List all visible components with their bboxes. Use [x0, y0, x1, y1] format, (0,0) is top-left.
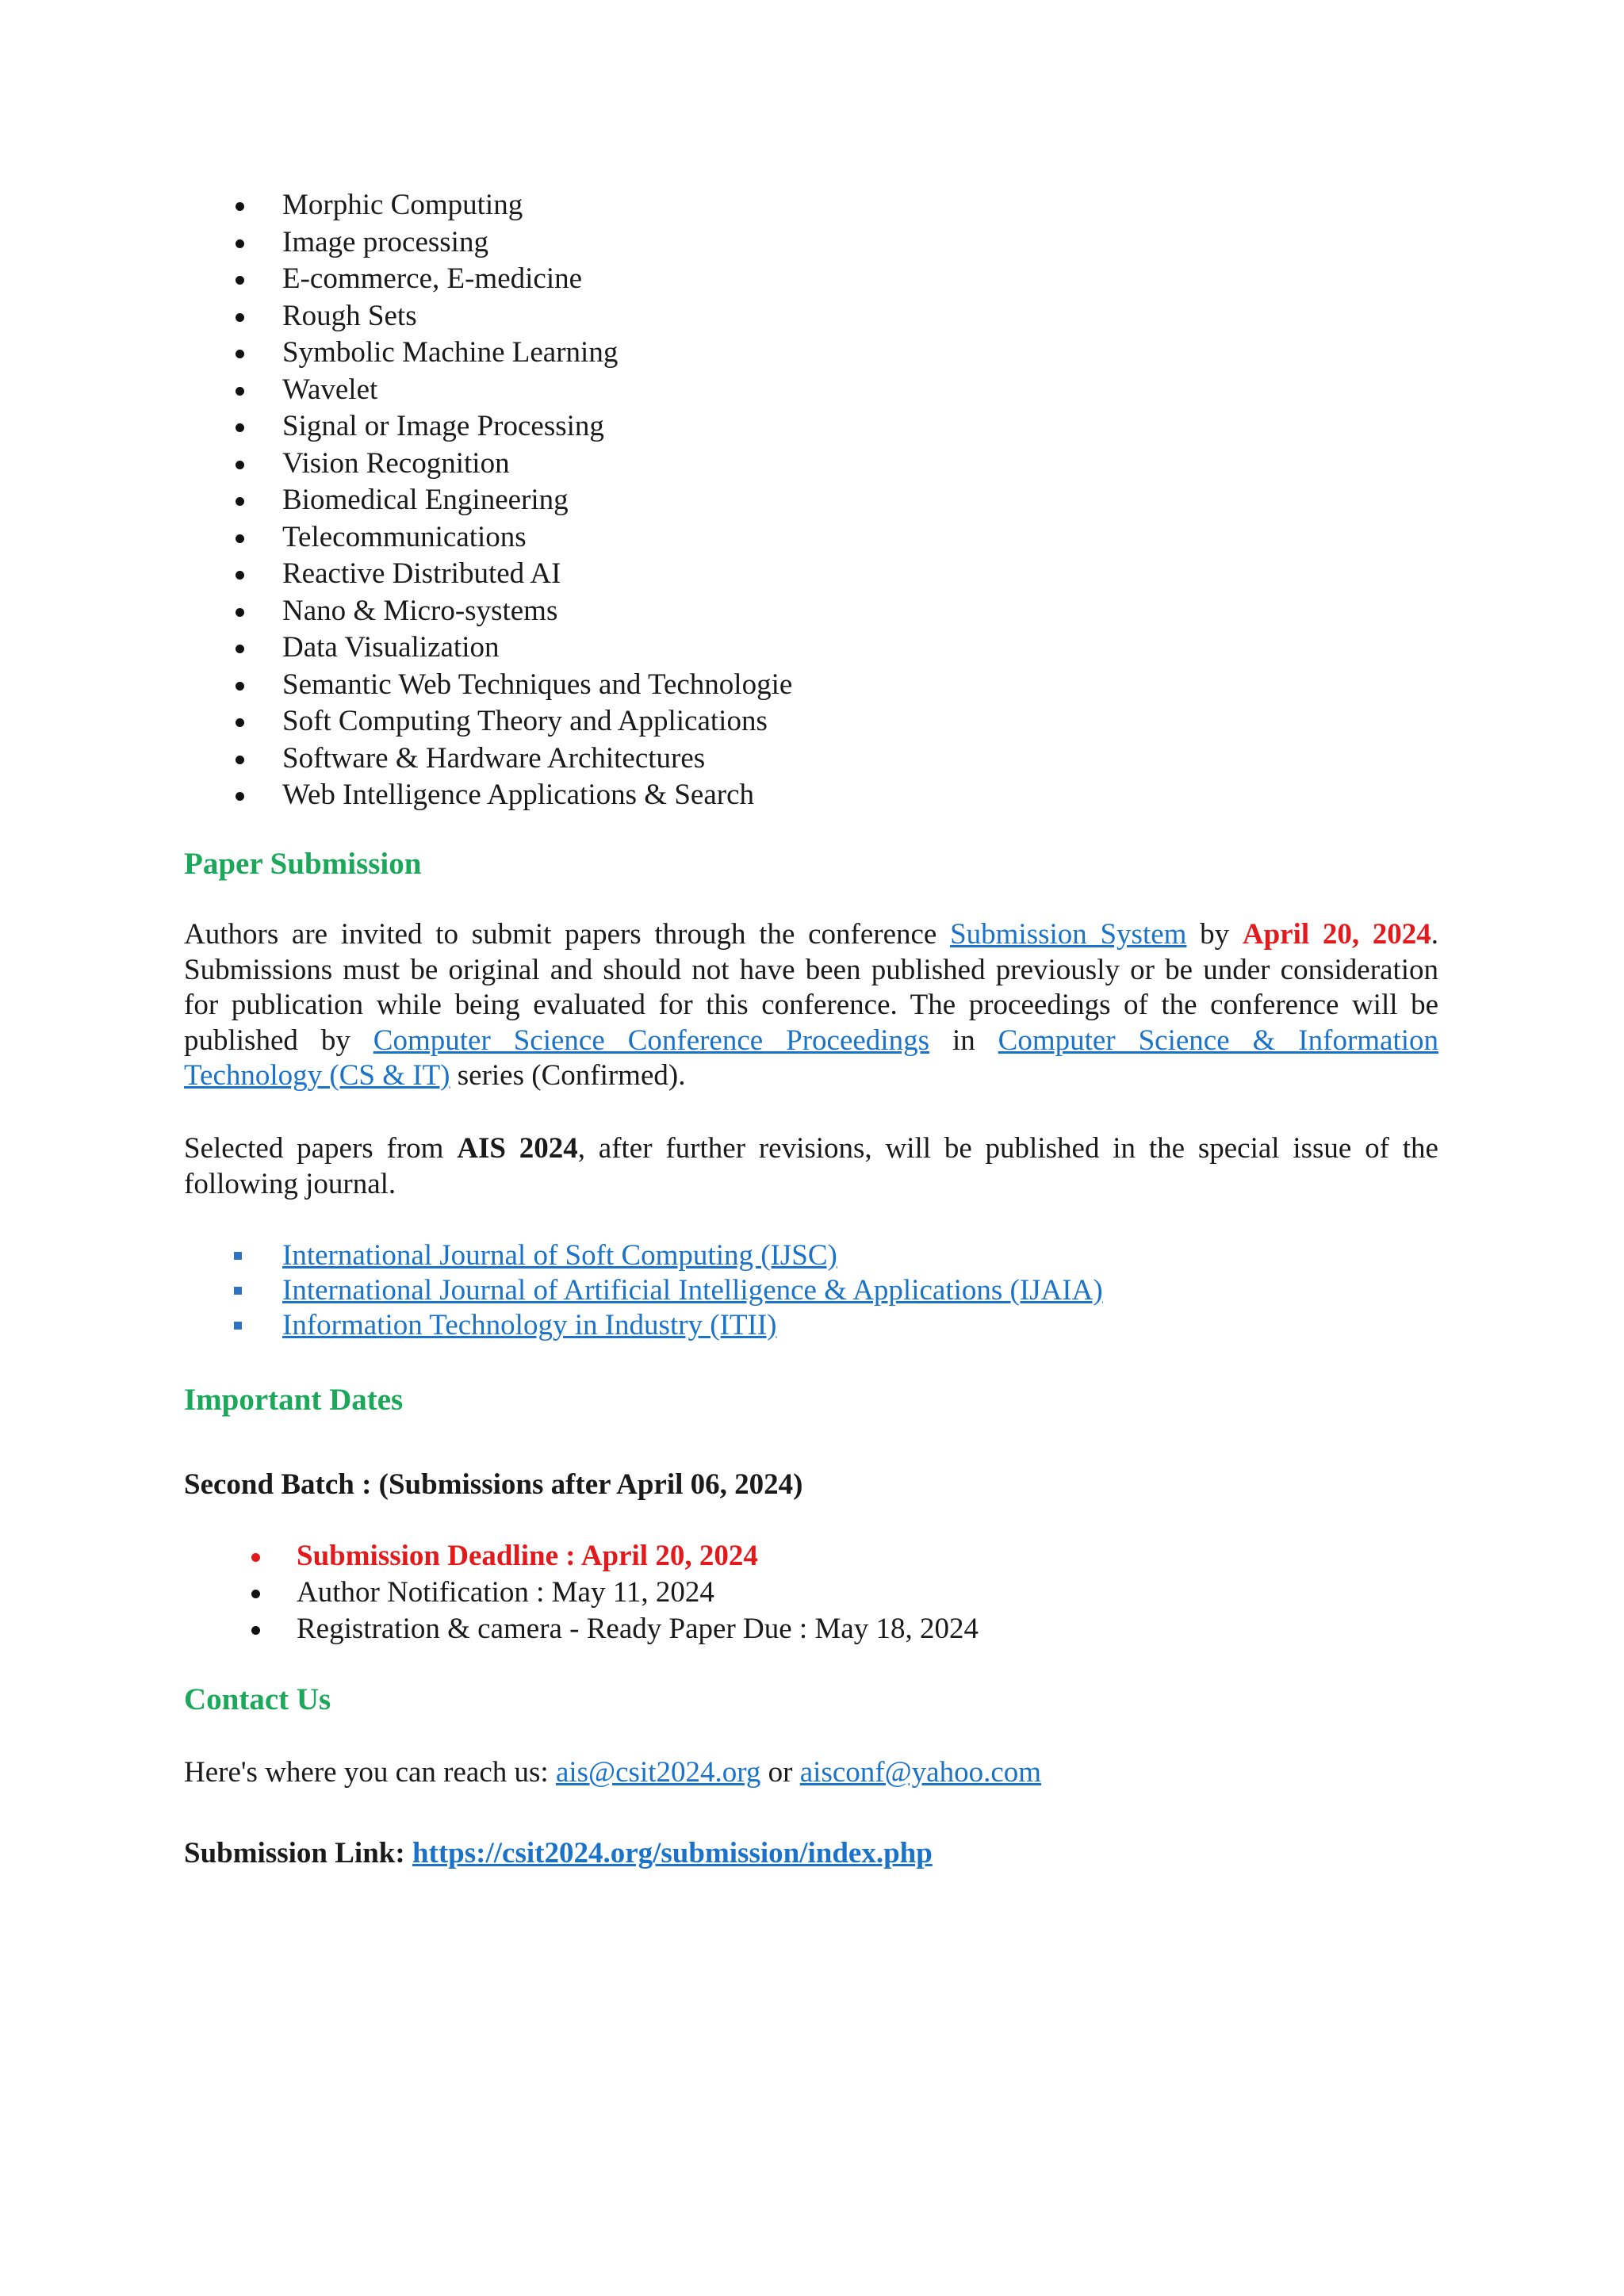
- paper-submission-heading: Paper Submission: [184, 847, 422, 881]
- topic-item: Telecommunications: [184, 519, 792, 557]
- topics-list: [184, 187, 792, 814]
- topic-item: Signal or Image Processing: [184, 408, 792, 446]
- selected-line-1: [184, 1131, 1438, 1167]
- topic-item: E-commerce, E-medicine: [184, 261, 792, 298]
- submission-line-5: [184, 1058, 1438, 1094]
- topic-item: Web Intelligence Applications & Search: [184, 777, 792, 814]
- journal-item: [184, 1273, 1103, 1308]
- topic-item: Vision Recognition: [184, 446, 792, 483]
- topic-item: Morphic Computing: [184, 187, 792, 224]
- selected-papers-paragraph: [184, 1131, 1438, 1202]
- topic-item: Soft Computing Theory and Applications: [184, 703, 792, 740]
- topic-item: Software & Hardware Architectures: [184, 740, 792, 778]
- email-link-yahoo[interactable]: aisconf@yahoo.com: [799, 1756, 1042, 1789]
- submission-link-label: Submission Link:: [184, 1837, 405, 1869]
- submission-url-link[interactable]: https://csit2024.org/submission/index.php: [412, 1837, 933, 1869]
- email-link-csit[interactable]: ais@csit2024.org: [555, 1756, 761, 1789]
- selected-rest-text: , after further revisions, will be published in the special issue of the: [577, 1132, 1438, 1165]
- submission-paragraph: [184, 917, 1438, 1094]
- important-dates-heading: Important Dates: [184, 1383, 404, 1417]
- journal-item: [184, 1308, 1103, 1343]
- series-tail-text: series (Confirmed).: [457, 1059, 686, 1092]
- journal-link-itii[interactable]: Information Technology in Industry (ITII): [282, 1309, 777, 1341]
- submission-system-link[interactable]: Submission System: [950, 918, 1187, 951]
- topic-item: Wavelet: [184, 372, 792, 409]
- conference-name: AIS 2024: [457, 1132, 578, 1165]
- contact-line: [184, 1755, 1041, 1789]
- selected-line-2: following journal.: [184, 1167, 396, 1200]
- date-item-registration: Registration & camera - Ready Paper Due : May 18, 2024: [184, 1611, 979, 1647]
- topic-item: Symbolic Machine Learning: [184, 335, 792, 372]
- journal-link-ijsc[interactable]: International Journal of Soft Computing (IJSC): [282, 1239, 837, 1272]
- submission-line-2: Submissions must be original and should not have been published previously or be under consideration: [184, 953, 1438, 986]
- date-item-author-notification: Author Notification : May 11, 2024: [184, 1575, 979, 1611]
- topic-item: Rough Sets: [184, 298, 792, 335]
- date-item-submission-deadline: Submission Deadline : April 20, 2024: [184, 1538, 979, 1575]
- series-link-part2[interactable]: Technology (CS & IT): [184, 1059, 450, 1092]
- selected-intro-text: Selected papers from: [184, 1132, 444, 1165]
- topic-item: Nano & Micro-systems: [184, 593, 792, 630]
- batch-label: Second Batch : (Submissions after April 06, 2024): [184, 1468, 803, 1501]
- journals-list: [184, 1238, 1103, 1343]
- submission-line-4: [184, 1024, 1438, 1059]
- submission-deadline: April 20, 2024: [1242, 918, 1431, 951]
- proceedings-link[interactable]: Computer Science Conference Proceedings: [373, 1024, 929, 1057]
- contact-or-text: or: [768, 1756, 793, 1789]
- dates-list: [184, 1538, 979, 1647]
- topic-item: Semantic Web Techniques and Technologie: [184, 667, 792, 704]
- series-link-part1[interactable]: Computer Science & Information: [998, 1024, 1439, 1057]
- topic-item: Data Visualization: [184, 629, 792, 667]
- submission-intro-text: Authors are invited to submit papers through the conference: [184, 918, 937, 951]
- topic-item: Biomedical Engineering: [184, 482, 792, 519]
- contact-us-heading: Contact Us: [184, 1682, 331, 1716]
- journal-item: [184, 1238, 1103, 1273]
- in-text: in: [952, 1024, 975, 1057]
- submission-link-line: [184, 1836, 933, 1870]
- topic-item: Reactive Distributed AI: [184, 556, 792, 593]
- journal-link-ijaia[interactable]: International Journal of Artificial Intelligence & Applications (IJAIA): [282, 1274, 1103, 1307]
- submission-line-3: for publication while being evaluated for this conference. The proceedings of the conference will be: [184, 989, 1438, 1021]
- submission-by-text: by: [1200, 918, 1230, 951]
- submission-line-1: Authors are invited to submit papers through the conference Submission System by April 20, 2024.: [184, 918, 1439, 951]
- contact-intro-text: Here's where you can reach us:: [184, 1756, 549, 1789]
- topic-item: Image processing: [184, 224, 792, 262]
- published-by-text: published by: [184, 1024, 350, 1057]
